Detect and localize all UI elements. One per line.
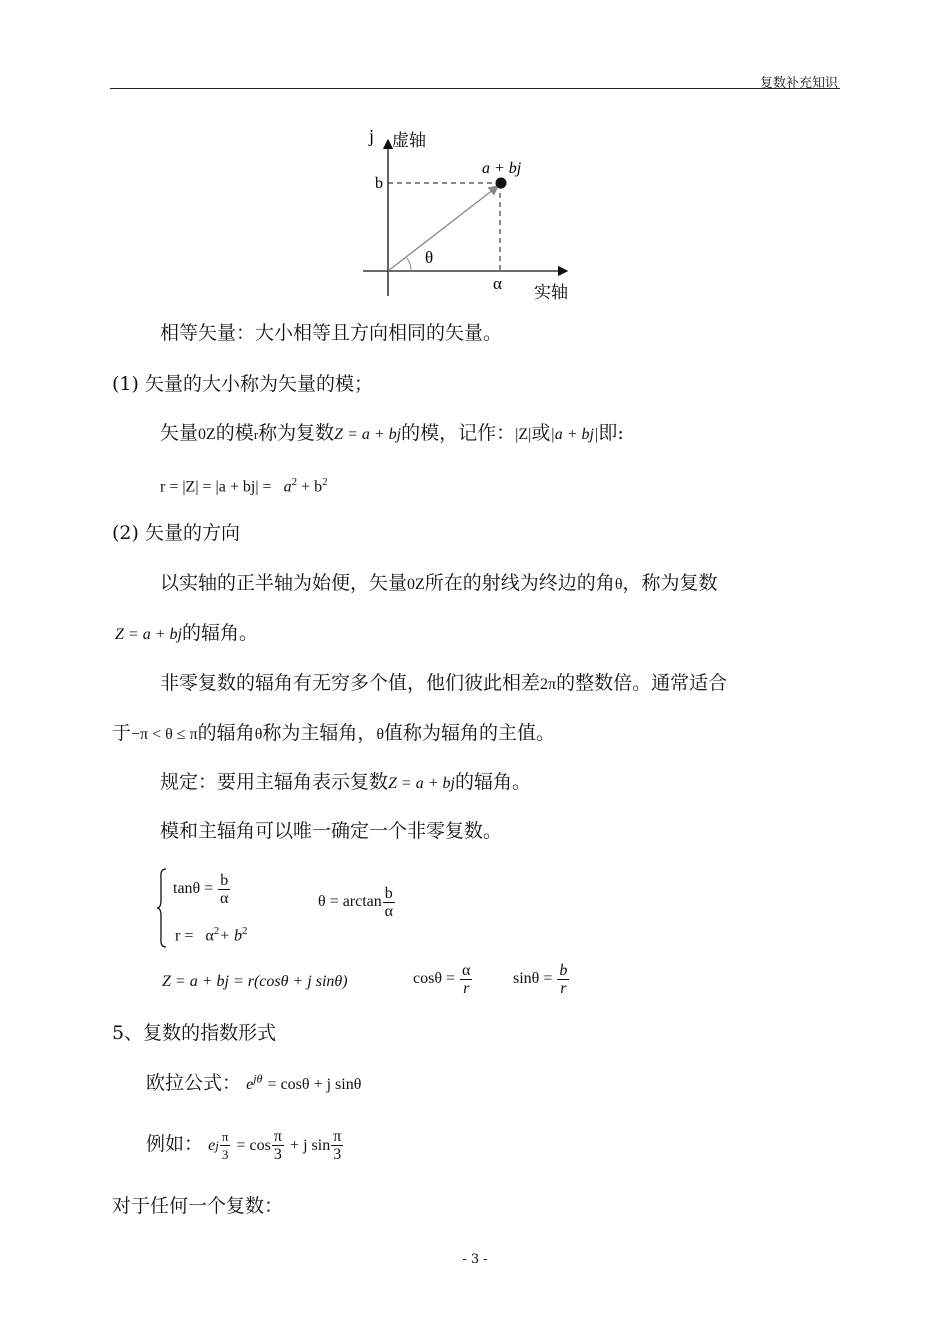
page-header-title: 复数补充知识 [759,76,838,91]
cos-theta-equation: cosθ = $\frac{\alpha}{r}$ [413,962,471,997]
left-brace [157,868,165,948]
argument-definition-line2: Z = a + bj的辐角。 [115,622,258,644]
modulus-formula: r = |Z| = |a + bj| = $a^2 + b^2$ [160,476,328,496]
tan-theta-equation: tanθ = $\frac{b}{\alpha}$ [173,872,229,907]
trig-form-equation: Z = a + bj = r(cosθ + j sinθ) [162,973,348,990]
y-axis-letter: j [369,126,375,146]
unique-determination: 模和主辐角可以唯一确定一个非零复数。 [160,820,503,842]
point-a-bj [496,178,507,189]
header-rule [110,88,840,89]
theta-arc [407,258,411,271]
nonzero-argument-line2: 于−π < θ ≤ π的辐角θ称为主辐角，θ值称为辐角的主值。 [112,722,556,744]
complex-plane-diagram [355,118,595,313]
any-complex-number: 对于任何一个复数： [112,1195,284,1217]
alpha-label: α [493,274,502,293]
modulus-sentence: 矢量0Z的模r称为复数Z = a + bj的模，记作：|Z|或|a + bj|即: [160,422,624,444]
item-1-heading: (1) 矢量的大小称为矢量的模； [112,373,373,395]
vector-oz [388,186,498,271]
sin-theta-equation: sinθ = $\frac{b}{r}$ [513,962,568,997]
arctan-equation: θ = arctan $\frac{b}{\alpha}$ [318,885,393,920]
argument-definition-line1: 以实轴的正半轴为始便，矢量0Z所在的射线为终边的角θ，称为复数 [160,572,718,594]
theta-label: θ [425,248,434,267]
euler-formula-line: 欧拉公式： $e^{j\theta} = \cos\theta + j$ sinθ [146,1071,362,1094]
item-2-heading: (2) 矢量的方向 [112,522,240,544]
r-equation: r = $\alpha^2+ b^2$ [175,925,248,945]
page-number: - 3 - [462,1252,488,1267]
b-label: b [375,175,383,192]
section-5-heading: 5、复数的指数形式 [112,1022,277,1044]
equal-vector-definition: 相等矢量：大小相等且方向相同的矢量。 [160,322,503,344]
rule-principal-argument: 规定：要用主辐角表示复数Z = a + bj的辐角。 [160,771,531,793]
y-axis-label: 虚轴 [392,131,426,151]
point-label: a + bj [482,160,522,177]
example-line: 例如： ej $\frac{\pi}{3}$ = cos $\frac{\pi}{3}$ + j sin $\frac{\pi}{3}$ [146,1128,342,1163]
nonzero-argument-line1: 非零复数的辐角有无穷多个值，他们彼此相差2π的整数倍。通常适合 [160,672,728,694]
x-axis-label: 实轴 [534,283,568,303]
